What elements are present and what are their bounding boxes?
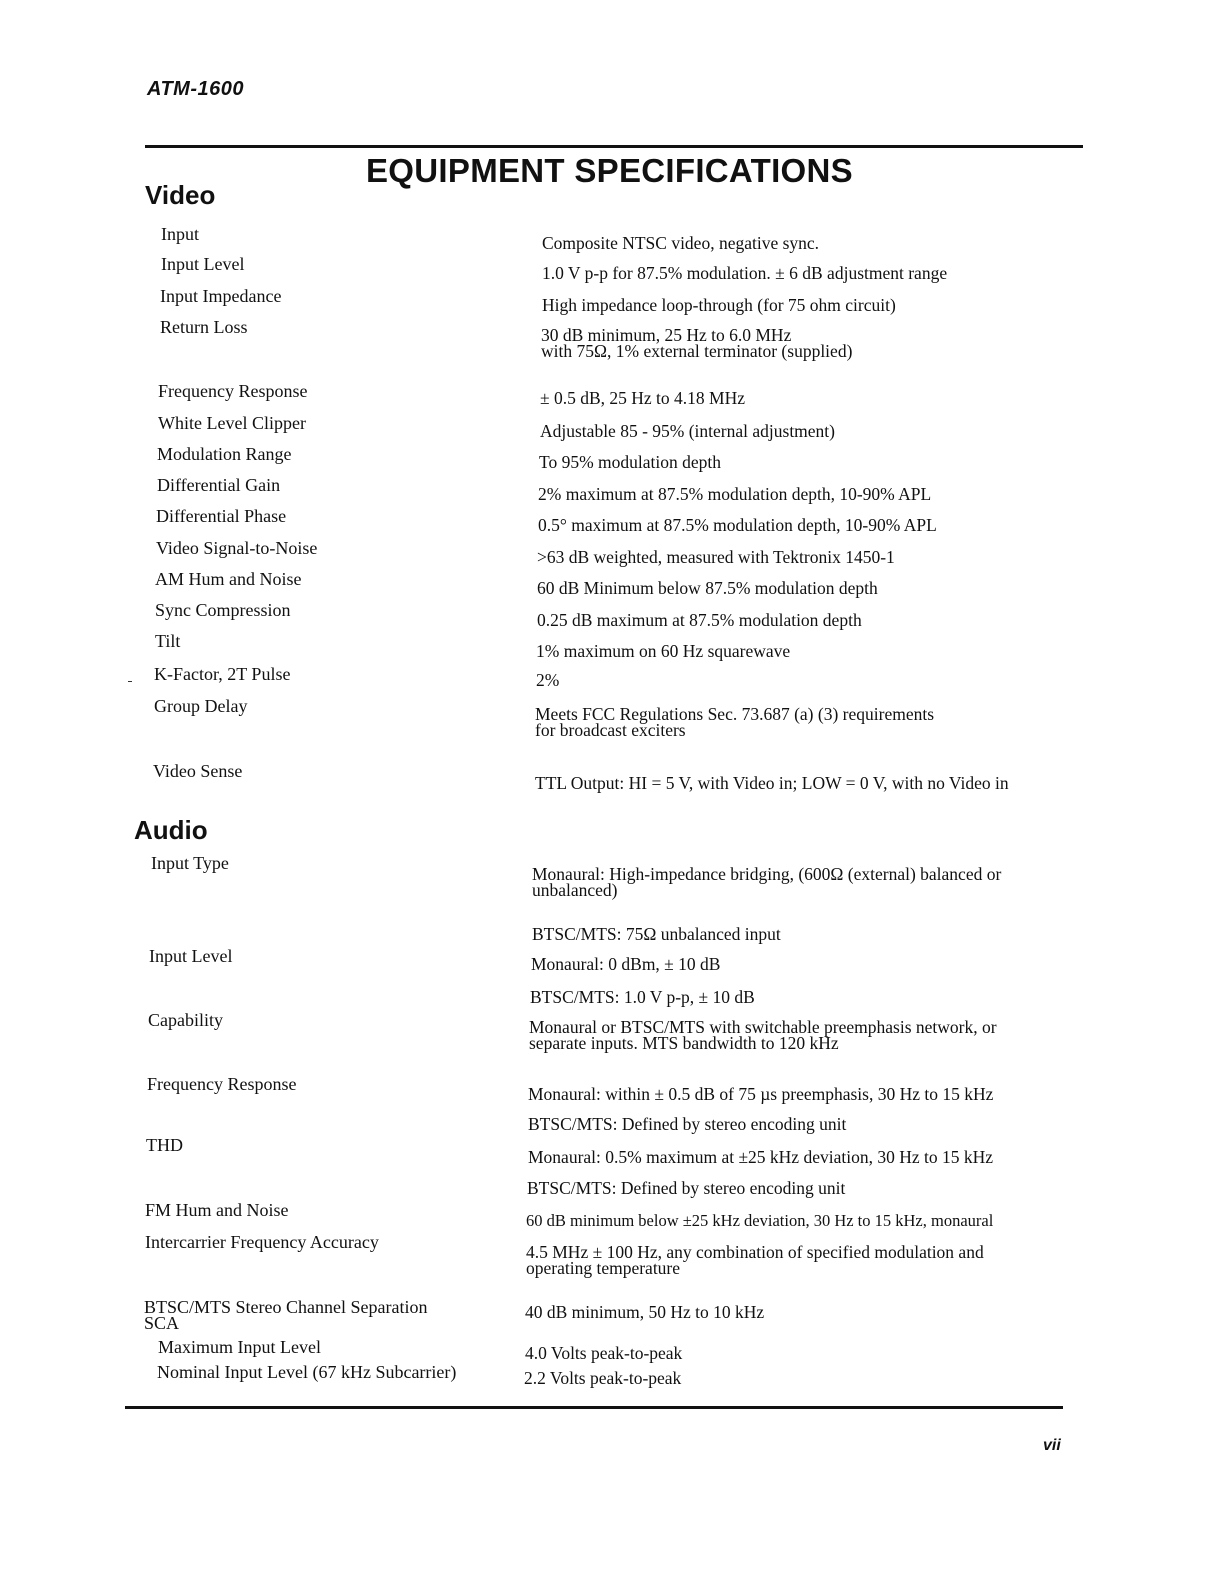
audio-value-thd-monaural: Monaural: 0.5% maximum at ±25 kHz deviation, 30 Hz to 15 kHz xyxy=(528,1147,993,1167)
audio-label-sca-max-input: Maximum Input Level xyxy=(158,1337,321,1357)
audio-value-input-type-btsc: BTSC/MTS: 75Ω unbalanced input xyxy=(532,924,781,944)
audio-label-thd: THD xyxy=(146,1135,183,1155)
video-label-input: Input xyxy=(161,224,199,244)
video-value-white-level-clipper: Adjustable 85 - 95% (internal adjustment) xyxy=(540,421,835,441)
video-value-signal-to-noise: >63 dB weighted, measured with Tektronix 1450-1 xyxy=(537,547,895,567)
audio-value-freq-resp-btsc: BTSC/MTS: Defined by stereo encoding unit xyxy=(528,1114,847,1134)
video-label-modulation-range: Modulation Range xyxy=(157,444,292,464)
audio-label-sca: SCA xyxy=(144,1313,180,1333)
audio-value-fm-hum-noise: 60 dB minimum below ±25 kHz deviation, 30 Hz to 15 kHz, monaural xyxy=(526,1211,994,1230)
top-rule xyxy=(145,145,1083,148)
video-value-return-loss: 30 dB minimum, 25 Hz to 6.0 MHz with 75Ω, 1% external terminator (supplied) xyxy=(541,325,853,361)
audio-value-capability: Monaural or BTSC/MTS with switchable preemphasis network, or separate inputs. MTS bandwidth to 120 kHz xyxy=(529,1017,997,1053)
video-value-tilt: 1% maximum on 60 Hz squarewave xyxy=(536,641,791,661)
audio-value-input-level-monaural: Monaural: 0 dBm, ± 10 dB xyxy=(531,954,721,974)
video-value-group-delay: Meets FCC Regulations Sec. 73.687 (a) (3) requirements for broadcast exciters xyxy=(535,704,935,740)
video-section-heading: Video xyxy=(145,180,216,210)
audio-label-intercarrier-accuracy: Intercarrier Frequency Accuracy xyxy=(145,1232,379,1252)
audio-value-intercarrier-accuracy: 4.5 MHz ± 100 Hz, any combination of specified modulation and operating temperature xyxy=(526,1242,984,1278)
video-value-input: Composite NTSC video, negative sync. xyxy=(542,233,820,253)
page-number: vii xyxy=(1043,1437,1061,1454)
margin-mark xyxy=(128,681,132,682)
audio-label-input-type: Input Type xyxy=(151,853,229,873)
video-value-input-impedance: High impedance loop-through (for 75 ohm circuit) xyxy=(542,295,896,315)
video-label-differential-gain: Differential Gain xyxy=(157,475,281,495)
video-label-input-level: Input Level xyxy=(161,254,245,274)
video-value-modulation-range: To 95% modulation depth xyxy=(539,452,722,472)
audio-label-frequency-response: Frequency Response xyxy=(147,1074,297,1094)
video-label-video-sense: Video Sense xyxy=(153,761,243,781)
audio-value-sca-nominal-input: 2.2 Volts peak-to-peak xyxy=(524,1368,682,1388)
video-value-sync-compression: 0.25 dB maximum at 87.5% modulation depth xyxy=(537,610,862,630)
audio-label-sca-nominal-input: Nominal Input Level (67 kHz Subcarrier) xyxy=(157,1362,457,1382)
audio-value-stereo-separation: 40 dB minimum, 50 Hz to 10 kHz xyxy=(525,1302,765,1322)
audio-label-fm-hum-noise: FM Hum and Noise xyxy=(145,1200,289,1220)
video-value-k-factor: 2% xyxy=(536,670,560,690)
video-label-k-factor: K-Factor, 2T Pulse xyxy=(154,664,291,684)
video-value-differential-gain: 2% maximum at 87.5% modulation depth, 10-90% APL xyxy=(538,484,932,504)
document-title: ATM-1600 xyxy=(147,78,244,100)
bottom-rule xyxy=(125,1406,1063,1409)
audio-value-input-level-btsc: BTSC/MTS: 1.0 V p-p, ± 10 dB xyxy=(530,987,755,1007)
video-label-return-loss: Return Loss xyxy=(160,317,248,337)
audio-value-thd-btsc: BTSC/MTS: Defined by stereo encoding unit xyxy=(527,1178,846,1198)
video-label-signal-to-noise: Video Signal-to-Noise xyxy=(156,538,318,558)
audio-value-sca-max-input: 4.0 Volts peak-to-peak xyxy=(525,1343,683,1363)
video-label-differential-phase: Differential Phase xyxy=(156,506,287,526)
audio-value-input-type-monaural: Monaural: High-impedance bridging, (600Ω (external) balanced or unbalanced) xyxy=(532,864,1002,900)
video-label-frequency-response: Frequency Response xyxy=(158,381,308,401)
video-value-am-hum-noise: 60 dB Minimum below 87.5% modulation depth xyxy=(537,578,878,598)
audio-label-stereo-separation: BTSC/MTS Stereo Channel Separation xyxy=(144,1297,428,1317)
video-label-sync-compression: Sync Compression xyxy=(155,600,291,620)
video-value-differential-phase: 0.5° maximum at 87.5% modulation depth, 10-90% APL xyxy=(538,515,937,535)
video-value-video-sense: TTL Output: HI = 5 V, with Video in; LOW = 0 V, with no Video in xyxy=(535,773,1009,793)
audio-label-capability: Capability xyxy=(148,1010,223,1030)
audio-label-input-level: Input Level xyxy=(149,946,233,966)
video-label-group-delay: Group Delay xyxy=(154,696,248,716)
video-label-am-hum-noise: AM Hum and Noise xyxy=(155,569,302,589)
video-label-white-level-clipper: White Level Clipper xyxy=(158,413,306,433)
audio-section-heading: Audio xyxy=(134,815,208,845)
audio-value-freq-resp-monaural: Monaural: within ± 0.5 dB of 75 µs preemphasis, 30 Hz to 15 kHz xyxy=(528,1084,994,1104)
video-label-tilt: Tilt xyxy=(155,631,181,651)
page-title: EQUIPMENT SPECIFICATIONS xyxy=(366,152,853,189)
video-label-input-impedance: Input Impedance xyxy=(160,286,282,306)
video-value-frequency-response: ± 0.5 dB, 25 Hz to 4.18 MHz xyxy=(540,388,746,408)
video-value-input-level: 1.0 V p-p for 87.5% modulation. ± 6 dB adjustment range xyxy=(542,263,948,283)
